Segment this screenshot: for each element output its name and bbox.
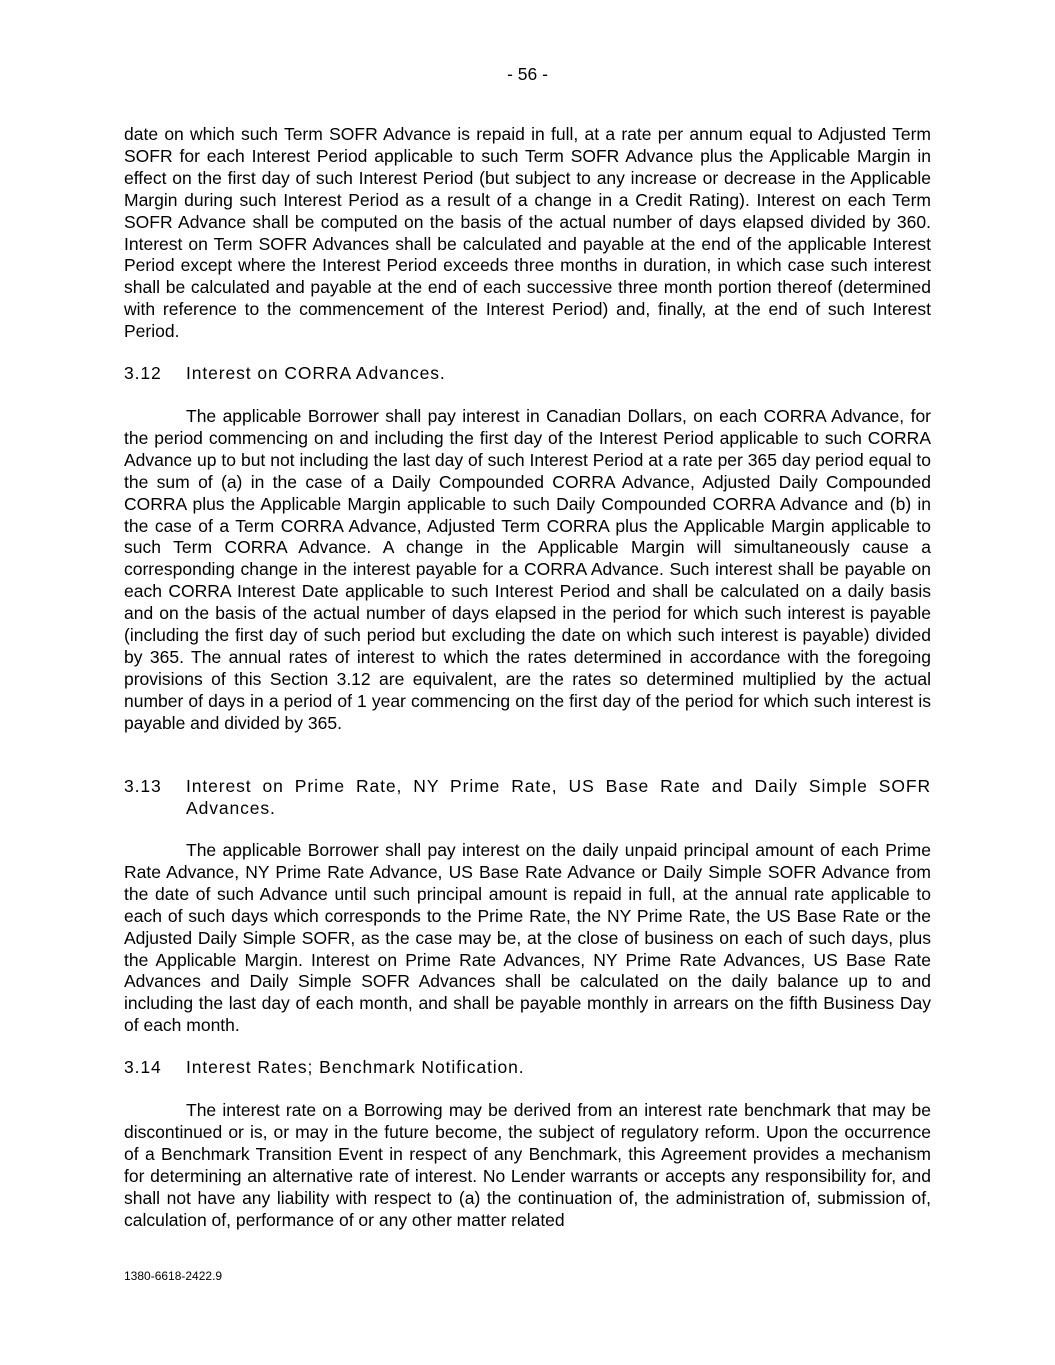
paragraph-3-13: The applicable Borrower shall pay interest on the daily unpaid principal amount of each Prime Rate Advance, NY Prime Rate Advance, US Base Rate Advance or Daily Simple SOFR Advance from the date of such Advance until such principal amount is repaid in full, at the annual rate applicable to each of such days which corresponds to the Prime Rate, the NY Prime Rate, the US Base Rate or the Adjusted Daily Simple SOFR, as the case may be, at the close of business on each of such days, plus the Applicable Margin. Interest on Prime Rate Advances, NY Prime Rate Advances, US Base Rate Advances and Daily Simple SOFR Advances shall be calculated on the daily balance up to and including the last day of each month, and shall be payable monthly in arrears on the fifth Business Day of each month.	[124, 840, 931, 1036]
section-heading-3-12	[124, 363, 931, 385]
paragraph-3-12: The applicable Borrower shall pay interest in Canadian Dollars, on each CORRA Advance, for the period commencing on and including the first day of the Interest Period applicable to such CORRA Advance up to but not including the last day of such Interest Period at a rate per 365 day period equal to the sum of (a) in the case of a Daily Compounded CORRA Advance, Adjusted Daily Compounded CORRA plus the Applicable Margin applicable to such Daily Compounded CORRA Advance and (b) in the case of a Term CORRA Advance, Adjusted Term CORRA plus the Applicable Margin applicable to such Term CORRA Advance. A change in the Applicable Margin will simultaneously cause a corresponding change in the interest payable for a CORRA Advance. Such interest shall be payable on each CORRA Interest Date applicable to such Interest Period and shall be calculated on a daily basis and on the basis of the actual number of days elapsed in the period for which such interest is payable (including the first day of such period but excluding the date on which such interest is payable) divided by 365. The annual rates of interest to which the rates determined in accordance with the foregoing provisions of this Section 3.12 are equivalent, are the rates so determined multiplied by the actual number of days in a period of 1 year commencing on the first day of the period for which such interest is payable and divided by 365.	[124, 406, 931, 733]
section-heading-3-13	[124, 776, 931, 820]
section-number: 3.14	[124, 1057, 162, 1077]
paragraph-intro: date on which such Term SOFR Advance is repaid in full, at a rate per annum equal to Adjusted Term SOFR for each Interest Period applicable to such Term SOFR Advance plus the Applicable Margin in effect on the first day of such Interest Period (but subject to any increase or decrease in the Applicable Margin during such Interest Period as a result of a change in a Credit Rating). Interest on each Term SOFR Advance shall be computed on the basis of the actual number of days elapsed divided by 360. Interest on Term SOFR Advances shall be calculated and payable at the end of the applicable Interest Period except where the Interest Period exceeds three months in duration, in which case such interest shall be calculated and payable at the end of each successive three month portion thereof (determined with reference to the commencement of the Interest Period) and, finally, at the end of such Interest Period.	[124, 124, 931, 342]
section-heading-3-14	[124, 1057, 931, 1079]
page-number: - 56 -	[507, 64, 548, 84]
section-number: 3.13	[124, 776, 162, 796]
document-id: 1380-6618-2422.9	[124, 1269, 223, 1283]
section-title: Interest on CORRA Advances.	[186, 363, 446, 383]
section-number: 3.12	[124, 363, 162, 383]
paragraph-3-14: The interest rate on a Borrowing may be derived from an interest rate benchmark that may be discontinued or is, or may in the future become, the subject of regulatory reform. Upon the occurrence of a Benchmark Transition Event in respect of any Benchmark, this Agreement provides a mechanism for determining an alternative rate of interest. No Lender warrants or accepts any responsibility for, and shall not have any liability with respect to (a) the continuation of, the administration of, submission of, calculation of, performance of or any other matter related	[124, 1100, 931, 1230]
section-title: Interest Rates; Benchmark Notification.	[186, 1057, 525, 1077]
section-title: Interest on Prime Rate, NY Prime Rate, US Base Rate and Daily Simple SOFR Advances.	[186, 776, 931, 818]
